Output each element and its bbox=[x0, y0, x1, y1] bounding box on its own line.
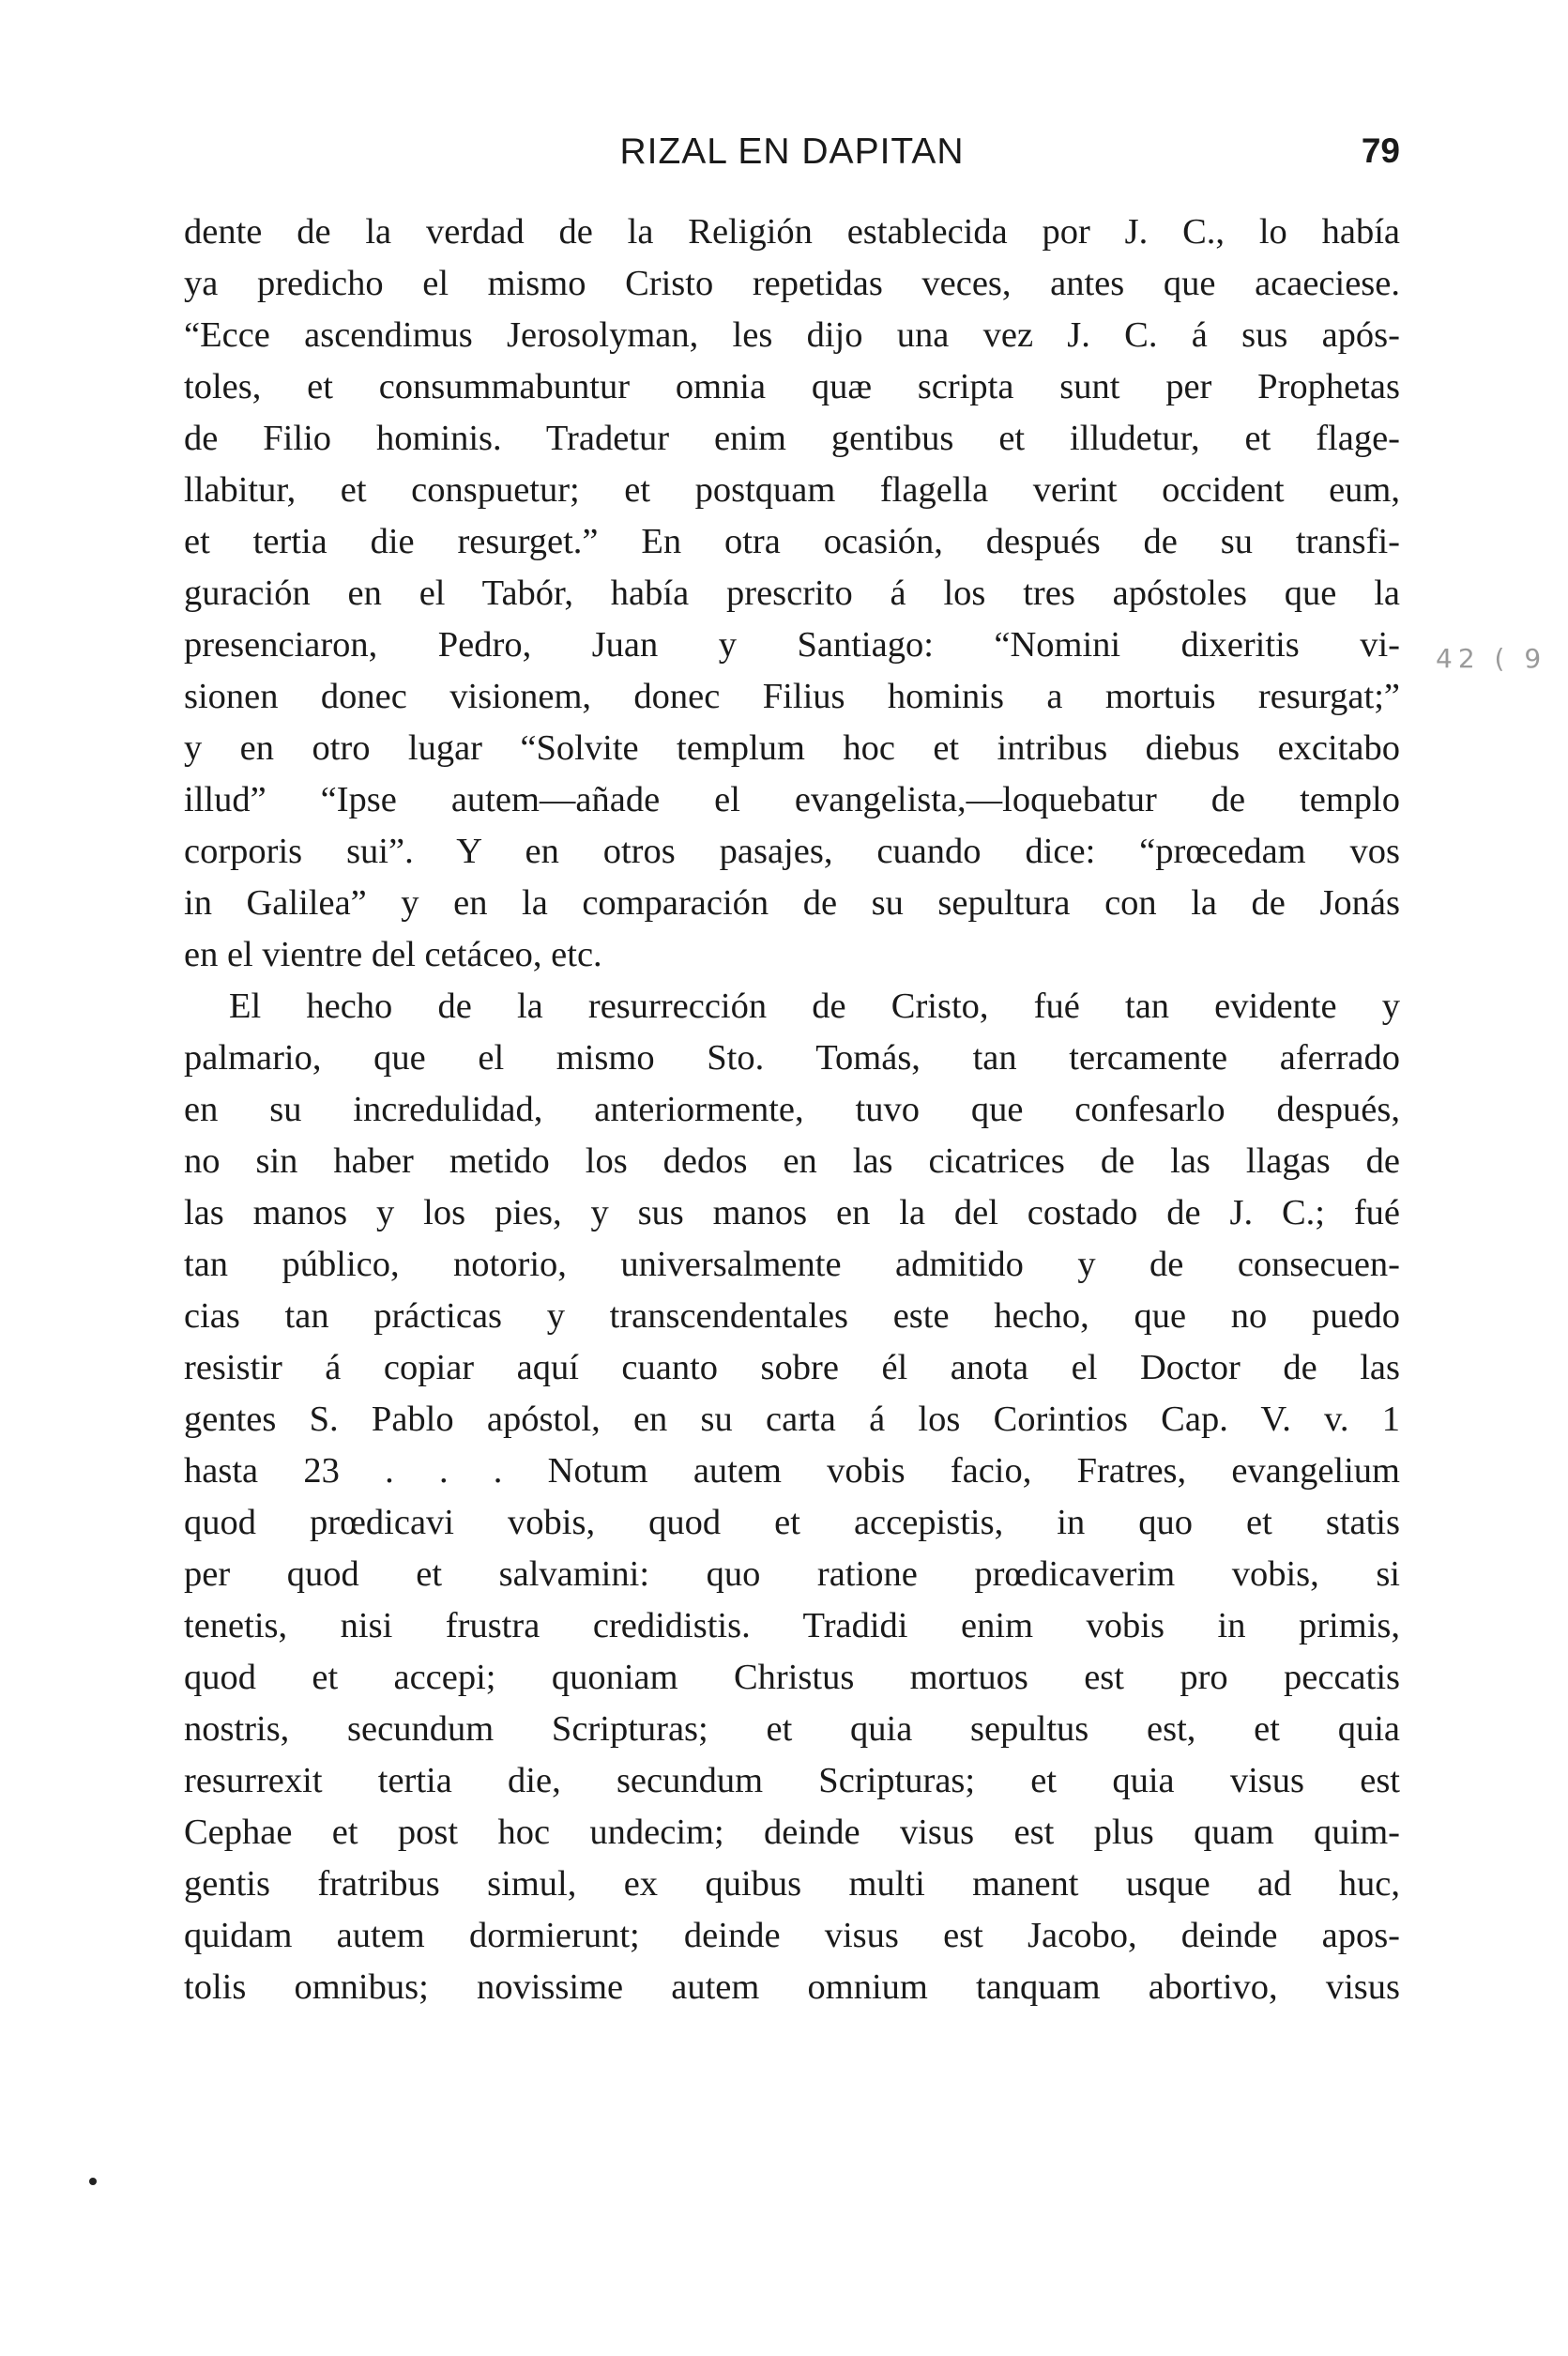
text-line: palmario, que el mismo Sto. Tomás, tan tercamente aferrado bbox=[184, 1038, 1400, 1078]
margin-pencil-note: 42 ( 9 bbox=[1436, 643, 1547, 674]
text-line: en su incredulidad, anteriormente, tuvo que confesarlo después, bbox=[184, 1090, 1400, 1129]
text-line: tolis omnibus; novissime autem omnium tanquam abortivo, visus bbox=[184, 1967, 1400, 2007]
text-line: llabitur, et conspuetur; et postquam flagella verint occident eum, bbox=[184, 470, 1400, 510]
paragraph-start-line: El hecho de la resurrección de Cristo, fué tan evidente y bbox=[229, 987, 1400, 1026]
text-line: y en otro lugar “Solvite templum hoc et intribus diebus excitabo bbox=[184, 728, 1400, 768]
body-text bbox=[184, 207, 1400, 2013]
ink-speck bbox=[89, 2178, 97, 2185]
text-line: per quod et salvamini: quo ratione prœdicaverim vobis, si bbox=[184, 1554, 1400, 1594]
text-line: las manos y los pies, y sus manos en la del costado de J. C.; fué bbox=[184, 1193, 1400, 1232]
text-line: dente de la verdad de la Religión establecida por J. C., lo había bbox=[184, 212, 1400, 252]
running-head bbox=[184, 131, 1400, 184]
text-line: gentes S. Pablo apóstol, en su carta á los Corintios Cap. V. v. 1 bbox=[184, 1400, 1400, 1439]
text-line: hasta 23 . . . Notum autem vobis facio, Fratres, evangelium bbox=[184, 1451, 1400, 1491]
text-line: et tertia die resurget.” En otra ocasión, después de su transfi- bbox=[184, 522, 1400, 561]
text-line: toles, et consummabuntur omnia quæ scripta sunt per Prophetas bbox=[184, 367, 1400, 406]
text-line: ya predicho el mismo Cristo repetidas veces, antes que acaeciese. bbox=[184, 264, 1400, 303]
page-number: 79 bbox=[1361, 131, 1400, 170]
text-line: cias tan prácticas y transcendentales este hecho, que no puedo bbox=[184, 1296, 1400, 1336]
text-line: guración en el Tabór, había prescrito á los tres apóstoles que la bbox=[184, 574, 1400, 613]
text-line: gentis fratribus simul, ex quibus multi manent usque ad huc, bbox=[184, 1864, 1400, 1904]
text-line: quidam autem dormierunt; deinde visus est Jacobo, deinde apos- bbox=[184, 1916, 1400, 1955]
page-title: RIZAL EN DAPITAN bbox=[619, 131, 965, 172]
text-line: no sin haber metido los dedos en las cicatrices de las llagas de bbox=[184, 1141, 1400, 1181]
text-line: resurrexit tertia die, secundum Scripturas; et quia visus est bbox=[184, 1761, 1400, 1800]
text-line: in Galilea” y en la comparación de su sepultura con la de Jonás bbox=[184, 883, 1400, 923]
text-line: tenetis, nisi frustra credidistis. Tradidi enim vobis in primis, bbox=[184, 1606, 1400, 1645]
text-line: sionen donec visionem, donec Filius hominis a mortuis resurgat;” bbox=[184, 677, 1400, 716]
text-line: quod prœdicavi vobis, quod et accepistis, in quo et statis bbox=[184, 1503, 1400, 1542]
text-line: en el vientre del cetáceo, etc. bbox=[184, 935, 602, 974]
text-line: de Filio hominis. Tradetur enim gentibus et illudetur, et flage- bbox=[184, 419, 1400, 458]
text-line: Cephae et post hoc undecim; deinde visus est plus quam quim- bbox=[184, 1813, 1400, 1852]
text-line: resistir á copiar aquí cuanto sobre él anota el Doctor de las bbox=[184, 1348, 1400, 1387]
text-line: corporis sui”. Y en otros pasajes, cuando dice: “prœcedam vos bbox=[184, 832, 1400, 871]
text-line: tan público, notorio, universalmente admitido y de consecuen- bbox=[184, 1245, 1400, 1284]
text-line: presenciaron, Pedro, Juan y Santiago: “Nomini dixeritis vi- bbox=[184, 625, 1400, 665]
text-line: nostris, secundum Scripturas; et quia sepultus est, et quia bbox=[184, 1709, 1400, 1749]
text-line: illud” “Ipse autem—añade el evangelista,—loquebatur de templo bbox=[184, 780, 1400, 819]
text-line: “Ecce ascendimus Jerosolyman, les dijo una vez J. C. á sus após- bbox=[184, 315, 1400, 355]
text-line: quod et accepi; quoniam Christus mortuos est pro peccatis bbox=[184, 1658, 1400, 1697]
